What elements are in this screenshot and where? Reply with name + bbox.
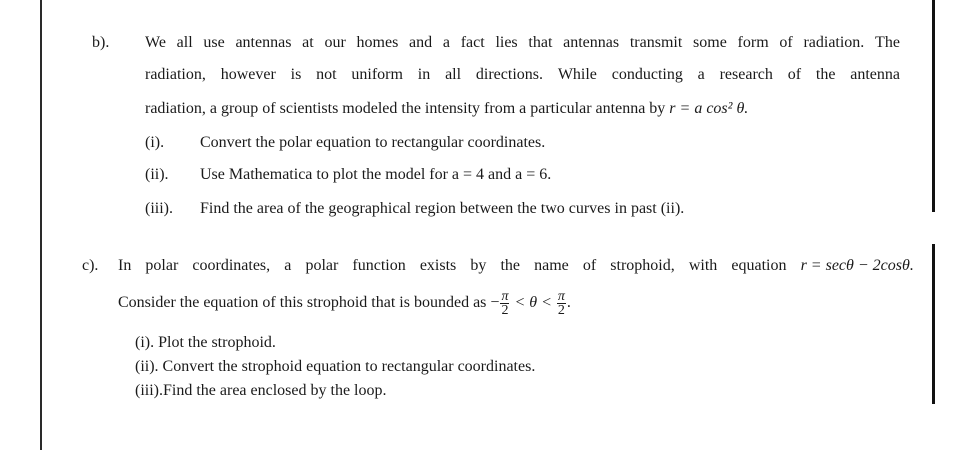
word: some <box>693 34 727 51</box>
frame-left-border <box>40 0 42 450</box>
part-c-line-2-text: Consider the equation of this strophoid that is bounded as <box>118 294 487 312</box>
word: of <box>779 34 793 51</box>
part-b-line-3 <box>145 99 748 119</box>
word: antennas <box>563 34 620 51</box>
part-b-line-1 <box>145 33 900 53</box>
word: a <box>442 34 450 51</box>
part-c-line-2 <box>118 290 571 317</box>
word: our <box>324 34 346 51</box>
word: antennas <box>235 34 292 51</box>
part-c-item-3: (iii).Find the area enclosed by the loop. <box>135 382 387 399</box>
word: form <box>737 34 769 51</box>
word: all <box>176 34 193 51</box>
part-b-item-2-text: Use Mathematica to plot the model for a = 4 and a = 6. <box>200 166 552 183</box>
antenna-equation: r = a cos² θ. <box>669 100 749 117</box>
neg-pi-over-2 <box>500 290 509 317</box>
frame-right-border-lower <box>932 244 935 404</box>
word: r = secθ − 2cosθ. <box>800 257 914 274</box>
word: lies <box>495 34 518 51</box>
word: use <box>203 34 225 51</box>
word: all <box>445 66 462 83</box>
frac-denominator-2: 2 <box>501 303 509 318</box>
frac-denominator-2-b: 2 <box>557 303 565 318</box>
word: radiation, <box>145 66 206 83</box>
part-c-line-1 <box>118 256 914 276</box>
word: antenna <box>850 66 900 83</box>
bound-minus: − <box>490 294 500 312</box>
bound-middle: < θ < <box>514 294 552 312</box>
part-b-label: b). <box>92 34 110 51</box>
word: at <box>302 34 314 51</box>
word: a <box>284 257 292 274</box>
word: uniform <box>351 66 403 83</box>
word: polar <box>305 257 339 274</box>
word: not <box>316 66 337 83</box>
word: homes <box>356 34 399 51</box>
word: exists <box>419 257 457 274</box>
word: the <box>815 66 836 83</box>
word: name <box>534 257 569 274</box>
part-b-item-2-num: (ii). <box>145 166 169 183</box>
part-b-item-3-num: (iii). <box>145 200 173 217</box>
word: that <box>528 34 553 51</box>
word: in <box>417 66 431 83</box>
word: research <box>719 66 773 83</box>
part-b-line-2 <box>145 65 900 85</box>
word: We <box>145 34 166 51</box>
part-c-label: c). <box>82 257 99 274</box>
part-b-item-1-text: Convert the polar equation to rectangular coordinates. <box>200 134 546 151</box>
word: the <box>500 257 521 274</box>
word: is <box>290 66 302 83</box>
word: coordinates, <box>192 257 271 274</box>
word: a <box>697 66 705 83</box>
bound-period: . <box>566 294 571 312</box>
word: directions. <box>475 66 543 83</box>
part-c-item-2: (ii). Convert the strophoid equation to rectangular coordinates. <box>135 358 536 375</box>
word: strophoid, <box>610 257 675 274</box>
part-c-item-1: (i). Plot the strophoid. <box>135 334 276 351</box>
word: In <box>118 257 132 274</box>
word: While <box>557 66 597 83</box>
word: conducting <box>611 66 683 83</box>
word: fact <box>460 34 485 51</box>
word: of <box>787 66 802 83</box>
word: polar <box>145 257 179 274</box>
word: The <box>875 34 900 51</box>
part-b-line-3-text: radiation, a group of scientists modeled the intensity from a particular antenna by <box>145 100 666 117</box>
word: however <box>220 66 276 83</box>
word: function <box>352 257 406 274</box>
pos-pi-over-2 <box>557 290 566 317</box>
word: radiation. <box>803 34 865 51</box>
frame-right-border-upper <box>932 0 935 212</box>
frac-numerator-pi: π <box>501 289 509 304</box>
word: and <box>409 34 433 51</box>
frac-numerator-pi-2: π <box>557 289 565 304</box>
word: transmit <box>629 34 683 51</box>
part-b-item-1-num: (i). <box>145 134 165 151</box>
word: by <box>470 257 487 274</box>
word: equation <box>731 257 787 274</box>
word: of <box>582 257 597 274</box>
word: with <box>688 257 718 274</box>
part-b-item-3-text: Find the area of the geographical region between the two curves in past (ii). <box>200 200 685 217</box>
